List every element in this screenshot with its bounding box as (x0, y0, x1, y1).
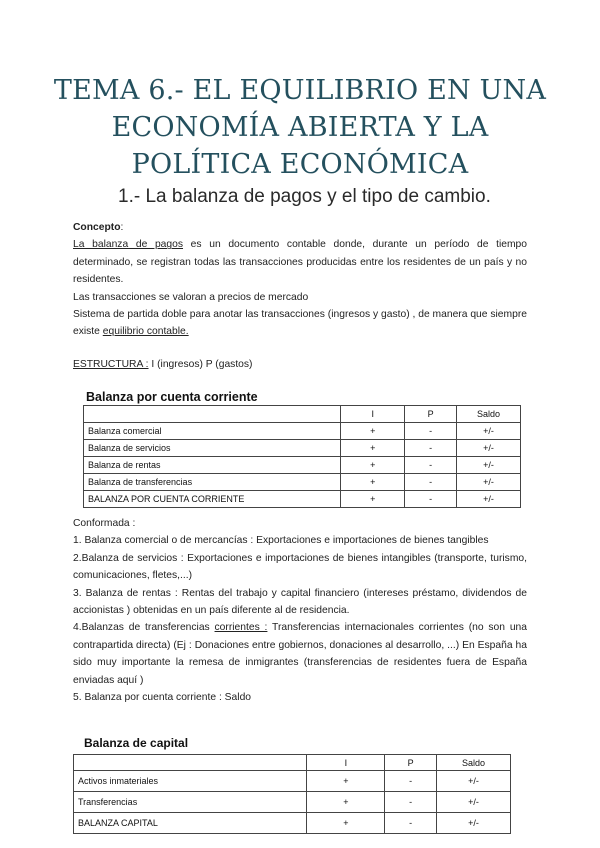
conformada-item-4 (73, 619, 527, 689)
table-cell: - (385, 813, 437, 834)
table-balanza-capital (73, 754, 511, 834)
concepto-heading-colon: : (120, 222, 124, 233)
table-header-cell: P (405, 406, 457, 423)
concepto-p1-text: es un documento contable donde, durante un período de tiempo determinado, se registran todas las transacciones producidas entre los residentes de un país y no residentes. (73, 239, 527, 286)
conformada-heading: Conformada : (73, 518, 136, 529)
table-cell: +/- (457, 423, 521, 440)
table-cell: +/- (457, 457, 521, 474)
table-row (74, 771, 511, 792)
table-corriente-caption: Balanza por cuenta corriente (86, 390, 258, 404)
table-cell: - (405, 423, 457, 440)
conformada-item-2: 2.Balanza de servicios : Exportaciones e importaciones de bienes intangibles (transporte, turismo, comunicaciones, fletes,...) (73, 552, 527, 582)
table-cell: +/- (457, 474, 521, 491)
table-row (84, 423, 521, 440)
table-cell: Activos inmateriales (74, 771, 307, 792)
table-cell: - (405, 457, 457, 474)
table-header-cell: I (341, 406, 405, 423)
table-cell: Transferencias (74, 792, 307, 813)
concepto-heading-text: Concepto (73, 222, 121, 233)
conformada-item-4-start: 4.Balanzas de transferencias (73, 622, 215, 634)
concepto-heading (73, 219, 527, 236)
concepto-paragraph-3 (73, 306, 527, 341)
table-cell: - (385, 771, 437, 792)
table-cell: +/- (457, 491, 521, 508)
concepto-block (73, 219, 527, 341)
table-capital-caption: Balanza de capital (84, 736, 189, 750)
table-header-cell: P (385, 755, 437, 771)
table-cell: BALANZA CAPITAL (74, 813, 307, 834)
table-cell: Balanza de transferencias (84, 474, 341, 491)
estructura-text: I (ingresos) P (gastos) (148, 359, 253, 370)
table-header-row (74, 755, 511, 771)
table-cell: - (385, 792, 437, 813)
table-cell: +/- (457, 440, 521, 457)
table-cell: + (341, 423, 405, 440)
estructura-line (73, 356, 527, 373)
conformada-item-5: 5. Balanza por cuenta corriente : Saldo (73, 692, 252, 704)
table-cell: + (341, 457, 405, 474)
table-cell: Balanza comercial (84, 423, 341, 440)
estructura-label: ESTRUCTURA : (73, 359, 149, 370)
concepto-paragraph-1 (73, 236, 527, 288)
conformada-item-4-text: Transferencias internacionales corrientes (no son una contrapartida directa) (Ej : Donaciones entre gobiernos, donaciones al desarrollo, ...) En España ha sido muy importante la remesa de inmigrantes (transferencias de residentes fuera de España enviadas aquí ) (73, 622, 527, 686)
concepto-p3-text: Sistema de partida doble para anotar las transacciones (ingresos y gasto) , de manera que siempre existe (73, 309, 527, 338)
table-header-cell: Saldo (437, 755, 511, 771)
table-cell: Balanza de servicios (84, 440, 341, 457)
table-row (84, 440, 521, 457)
table-row (84, 491, 521, 508)
page-title (40, 72, 560, 183)
table-cell: + (341, 440, 405, 457)
table-header-cell: Saldo (457, 406, 521, 423)
table-row (74, 813, 511, 834)
table-cell: - (405, 440, 457, 457)
table-cell: Balanza de rentas (84, 457, 341, 474)
table-row (74, 792, 511, 813)
table-row (84, 474, 521, 491)
table-cell: + (341, 474, 405, 491)
table-cell: BALANZA POR CUENTA CORRIENTE (84, 491, 341, 508)
table-cuenta-corriente (83, 405, 521, 508)
table-cell: +/- (437, 813, 511, 834)
table-row (84, 457, 521, 474)
equilibrio-contable-term: equilibrio contable. (102, 326, 189, 338)
table-cell: + (307, 813, 385, 834)
title-line-1: TEMA 6.- EL EQUILIBRIO EN UNA (53, 75, 547, 106)
table-header-row (84, 406, 521, 423)
table-cell: + (341, 491, 405, 508)
table-cell: + (307, 771, 385, 792)
table-header-cell: I (307, 755, 385, 771)
conformada-item-3: 3. Balanza de rentas : Rentas del trabajo y capital financiero (intereses préstamo, dividendos de accionistas ) obtenidas en un país diferente al de residencia. (73, 587, 527, 617)
corrientes-term: corrientes : (214, 622, 268, 634)
table-header-cell (74, 755, 307, 771)
table-cell: - (405, 491, 457, 508)
title-line-2: ECONOMÍA ABIERTA Y LA (111, 112, 489, 143)
table-cell: +/- (437, 771, 511, 792)
section-subtitle: 1.- La balanza de pagos y el tipo de cambio. (118, 186, 491, 207)
table-cell: + (307, 792, 385, 813)
table-cell: +/- (437, 792, 511, 813)
table-cell: - (405, 474, 457, 491)
concepto-paragraph-2: Las transacciones se valoran a precios de mercado (73, 291, 309, 303)
conformada-block (73, 515, 527, 706)
balanza-de-pagos-term: La balanza de pagos (73, 239, 184, 251)
conformada-item-1: 1. Balanza comercial o de mercancías : Exportaciones e importaciones de bienes tangibles (73, 535, 489, 547)
table-header-cell (84, 406, 341, 423)
title-line-3: POLÍTICA ECONÓMICA (131, 149, 469, 180)
